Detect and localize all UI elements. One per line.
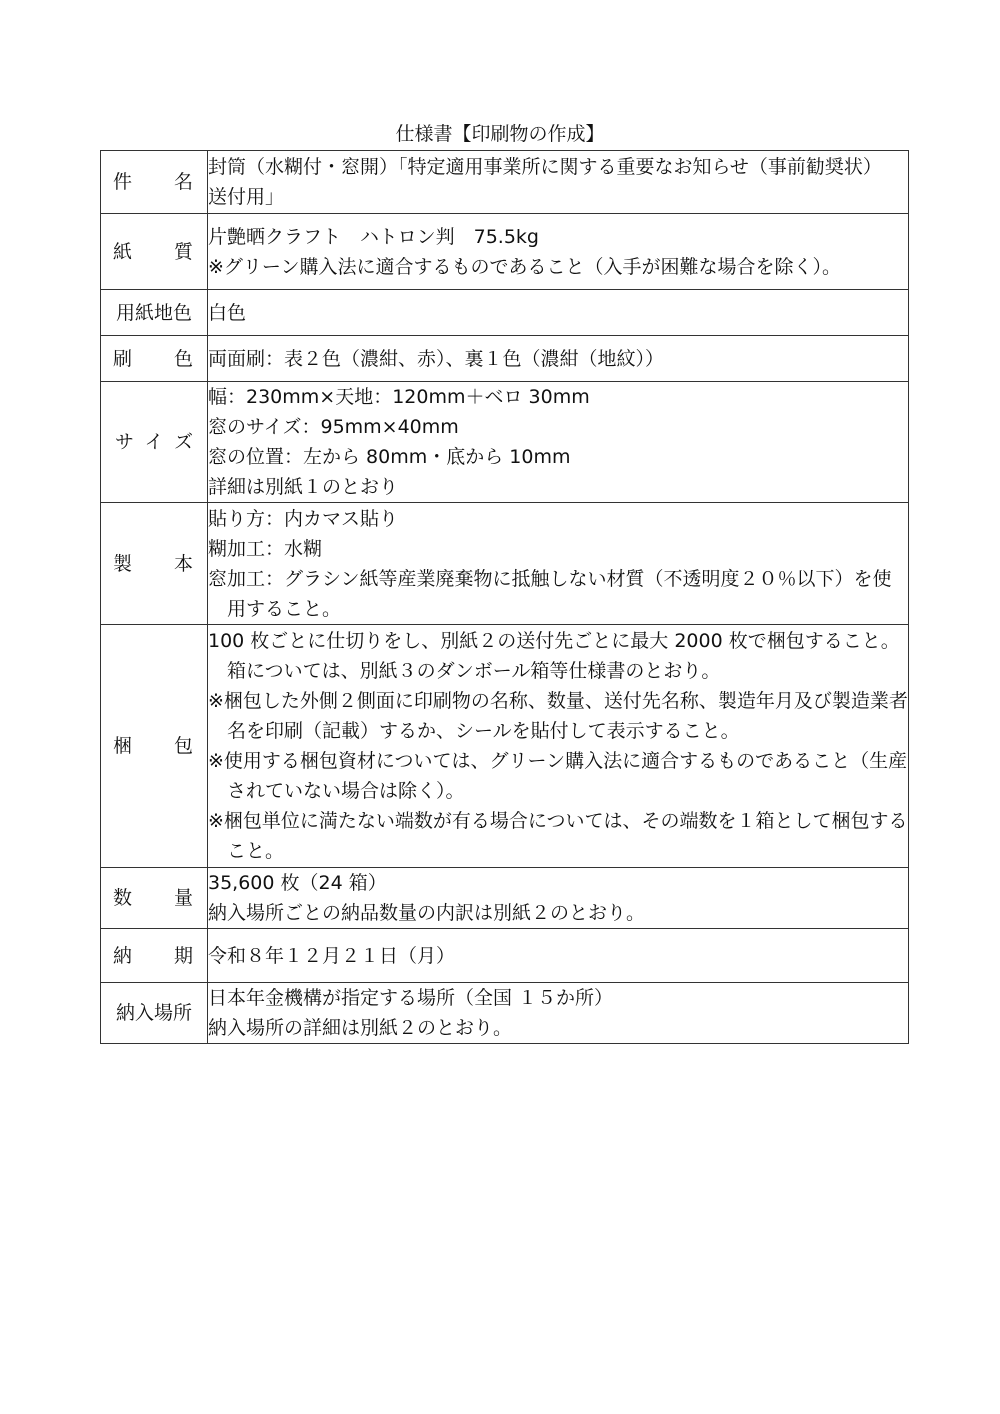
value-line: 窓の位置：左から 80mm・底から 10mm	[208, 446, 571, 468]
row-label-packing	[101, 625, 208, 868]
row-label-size	[101, 382, 208, 503]
value-line: 日本年金機構が指定する場所（全国 １５か所）	[208, 987, 614, 1009]
value-line: 白色	[208, 301, 247, 324]
row-label-subject	[101, 151, 208, 214]
row-label-quantity	[101, 868, 208, 929]
value-line: ※グリーン購入法に適合するものであること（入手が困難な場合を除く）。	[208, 255, 842, 278]
table-row	[101, 382, 909, 503]
value-line: ※使用する梱包資材については、グリーン購入法に適合するものであること（生産されていない場合は除く）。	[208, 750, 908, 802]
label-char: 質	[173, 240, 193, 263]
row-value-size	[208, 382, 909, 503]
value-line: 令和８年１２月２１日（月）	[208, 944, 456, 967]
row-label-print-color	[101, 336, 208, 382]
value-line: 窓のサイズ：95mm×40mm	[208, 416, 459, 438]
label-char: 量	[173, 887, 193, 909]
table-row	[101, 983, 909, 1044]
label-char: 製	[113, 552, 133, 575]
table-row	[101, 336, 909, 382]
label-char: 刷	[113, 347, 133, 370]
label-char: イ	[144, 431, 164, 453]
row-value-delivery-date	[208, 929, 909, 983]
value-line: 窓加工：グラシン紙等産業廃棄物に抵触しない材質（不透明度２０％以下）を使用すること。	[208, 567, 892, 620]
row-value-paper-color	[208, 290, 909, 336]
label-char: 納	[113, 944, 133, 967]
row-value-subject	[208, 151, 909, 214]
table-row	[101, 625, 909, 868]
row-value-delivery-place	[208, 983, 909, 1044]
value-line: 両面刷：表２色（濃紺、赤）、裏１色（濃紺（地紋））	[208, 347, 665, 370]
row-label-delivery-place	[101, 983, 208, 1044]
value-line: 詳細は別紙１のとおり	[208, 476, 399, 498]
row-value-quantity	[208, 868, 909, 929]
row-value-binding	[208, 503, 909, 625]
table-row	[101, 503, 909, 625]
label-char: 名	[173, 171, 193, 193]
label-char: 本	[173, 552, 193, 575]
value-line: ※梱包単位に満たない端数が有る場合については、その端数を１箱として梱包すること。	[208, 810, 908, 862]
value-line: 糊加工：水糊	[208, 537, 323, 560]
spec-table	[100, 150, 909, 1044]
row-value-paper	[208, 214, 909, 290]
value-line: 100 枚ごとに仕切りをし、別紙２の送付先ごとに最大 2000 枚で梱包すること。箱については、別紙３のダンボール箱等仕様書のとおり。	[208, 630, 900, 682]
label-char: 件	[113, 171, 133, 193]
label-char: 梱	[113, 735, 133, 757]
row-label-paper	[101, 214, 208, 290]
table-row	[101, 151, 909, 214]
table-row	[101, 929, 909, 983]
value-line: 幅：230mm×天地：120mm＋ベロ 30mm	[208, 386, 590, 408]
value-line: 封筒（水糊付・窓開）「特定適用事業所に関する重要なお知らせ（事前勧奨状）	[208, 156, 882, 178]
label-char: 紙	[113, 240, 133, 263]
label-char: ズ	[173, 431, 193, 453]
row-label-delivery-date	[101, 929, 208, 983]
label-char: 期	[173, 944, 193, 967]
label-char: サ	[115, 431, 135, 453]
label-char: 数	[113, 887, 133, 909]
table-row	[101, 290, 909, 336]
label-text: 用紙地色	[115, 301, 192, 324]
row-label-binding	[101, 503, 208, 625]
value-line: ※梱包した外側２側面に印刷物の名称、数量、送付先名称、製造年月及び製造業者名を印刷（記載）するか、シールを貼付して表示すること。	[208, 690, 908, 742]
value-line: 納入場所の詳細は別紙２のとおり。	[208, 1017, 513, 1039]
table-row	[101, 868, 909, 929]
value-line: 35,600 枚（24 箱）	[208, 872, 387, 894]
value-line: 貼り方：内カマス貼り	[208, 507, 399, 530]
value-line: 片艶晒クラフト ハトロン判 75.5kg	[208, 225, 539, 248]
label-char: 包	[173, 735, 193, 757]
table-row	[101, 214, 909, 290]
row-label-paper-color	[101, 290, 208, 336]
document-title: 仕様書【印刷物の作成】	[395, 123, 605, 145]
row-value-packing	[208, 625, 909, 868]
value-line: 納入場所ごとの納品数量の内訳は別紙２のとおり。	[208, 902, 646, 924]
label-text: 納入場所	[115, 1002, 192, 1024]
label-char: 色	[173, 347, 193, 370]
row-value-print-color	[208, 336, 909, 382]
value-line: 送付用」	[208, 186, 285, 208]
